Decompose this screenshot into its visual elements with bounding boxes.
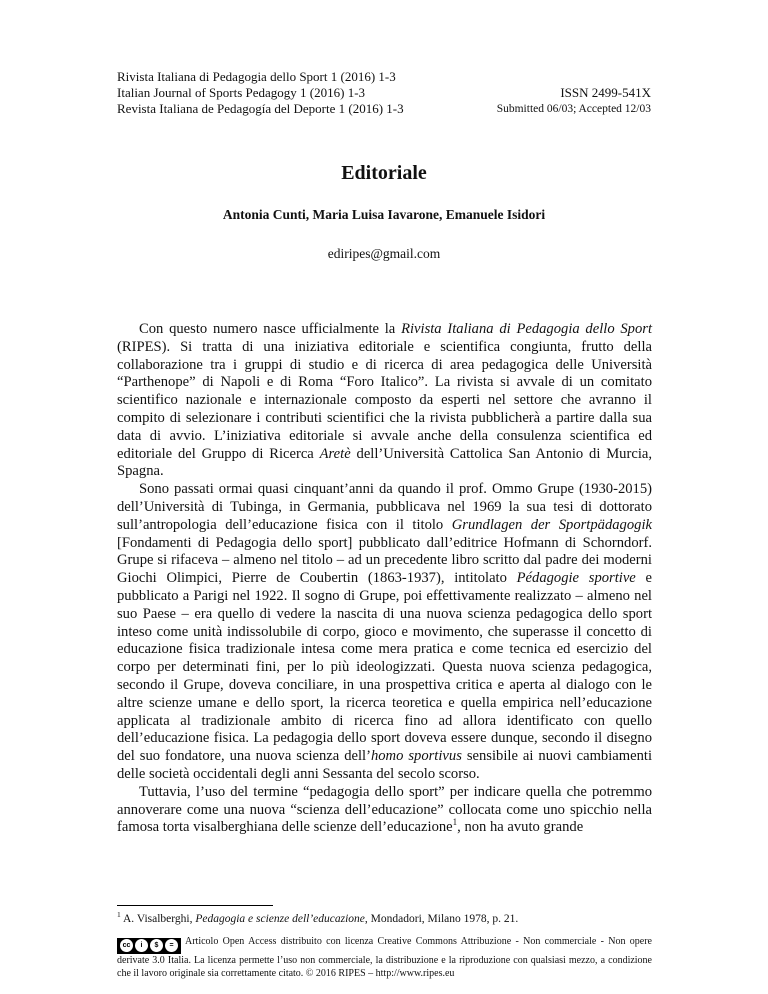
text-run: , non ha avuto grande [457,819,584,836]
text-run: Con questo numero nasce ufficialmente la [139,321,402,337]
text-run: e pubblicato a Parigi nel 1922. Il sogno di Grupe, poi effettivamente realizzato – almeno nel suo Paese – era quello di vedere la nascita di una nuova scienza pedagogica dello sport inteso come unità indissolubile di corpo, gioco e movimento, che superasse il concetto di educazione fisica tradizionale intesa come mera pratica e come tecnica ed esercizio del corpo per determinati fini, per lo più ideologizzati. Questa nuova scienza pedagogica, secondo il Grupe, doveva conciliare, in una prospettiva critica e aperta al dialogo con le altre scienze umane e dello sport, la ricerca teoretica e quella empirica nell’educazione applicata al tradizionale ambito di ricerca fino ad allora identificato con quello dell’educazione fisica. La pedagogia dello sport doveva essere dunque, secondo il disegno del suo fondatore, una nuova scienza dell’ [117,570,652,765]
article-body [117,321,652,837]
footnote-ref[interactable]: 1 [452,817,458,828]
journal-name-english: Italian Journal of Sports Pedagogy 1 (2016) 1-3 [117,85,366,100]
creative-commons-badge-icon[interactable] [117,938,181,954]
text-run: A. Visalberghi, [120,912,196,925]
book-title-italic: Grundlagen der Sportpädagogik [451,516,652,533]
footnote-number: 1 [117,910,121,919]
book-title-italic: Pédagogie sportive [516,570,636,587]
journal-name-spanish: Revista Italiana de Pedagogía del Deporte 1 (2016) 1-3 [117,101,404,116]
license-text: Articolo Open Access distribuito con licenza Creative Commons Attribuzione - Non commerciale - Non opere derivate 3.0 Italia. La licenza permette l’uso non commerciale, la distribuzione e la riproduzione con qualsiasi mezzo, a condizione che il lavoro originale sia correttamente citato. © 2016 RIPES – http://www.ripes.eu [117,936,652,979]
term-italic: homo sportivus [370,748,462,765]
noderivatives-icon: = [165,939,178,952]
journal-title-italic: Rivista Italiana di Pedagogia dello Sport [401,321,653,337]
footnote [117,908,677,926]
paragraph-2 [117,481,652,784]
text-run: sensibile ai nuovi cambiamenti delle società occidentali degli anni Sessanta del secolo scorso. [117,748,652,782]
journal-name-italian: Rivista Italiana di Pedagogia dello Sport 1 (2016) 1-3 [117,69,396,84]
noncommercial-icon: $ [150,939,163,952]
text-run: dell’Università Cattolica San Antonio di Murcia, Spagna. [117,445,652,480]
license-notice [117,935,652,980]
text-run: [Fondamenti di Pedagogia dello sport] pubblicato dall’editrice Hofmann di Schorndorf. Grupe si rifaceva – almeno nel titolo – ad un precedente libro scritto dal padre dei moderni Giochi Olimpici, Pierre de Coubertin (1863-1937), intitolato [117,534,652,587]
journal-citation [117,69,404,117]
article-title: Editoriale [341,162,427,184]
text-run: Sono passati ormai quasi cinquant’anni da quando il prof. Ommo Grupe (1930-2015) dell’Università di Tubinga, in Germania, pubblicava nel 1969 la sua tesi di dottorato sull’antropologia dell’educazione fisica con il titolo [117,481,652,533]
text-run: Tuttavia, l’uso del termine “pedagogia dello sport” per indicare quella che potremmo annoverare come una nuova “scienza dell’educazione” collocata come uno spicchio nella famosa torta visalberghiana delle scienze dell’educazione [117,783,652,836]
text-run: (RIPES). Si tratta di una iniziativa editoriale e scientifica congiunta, frutto della collaborazione tra i gruppi di studio e di ricerca di area pedagogica delle Università “Parthenope” di Napoli e di Roma “Foro Italico”. La rivista si avvale di un comitato scientifico nazionale e internazionale composto da esperti nel settore che avranno il compito di selezionare i contributi scientifici che la rivista pubblicherà a partire dalla sua data di avvio. L’iniziativa editoriale si avvale anche della consulenza scientifica ed editoriale del Gruppo di Ricerca [117,338,652,462]
attribution-icon: i [135,939,148,952]
contact-email: ediripes@gmail.com [327,246,441,261]
submission-dates: Submitted 06/03; Accepted 12/03 [496,103,651,115]
paragraph-1 [117,321,652,481]
cited-title-italic: Pedagogia e scienze dell’educazione [195,912,365,925]
cc-icon: cc [120,939,133,952]
journal-meta [497,85,651,117]
text-run: , Mondadori, Milano 1978, p. 21. [364,912,519,925]
article-authors: Antonia Cunti, Maria Luisa Iavarone, Emanuele Isidori [222,207,546,222]
group-name-italic: Aretè [319,445,351,462]
footnote-divider [117,905,273,906]
paragraph-3 [117,784,652,837]
issn: ISSN 2499-541X [560,85,651,100]
